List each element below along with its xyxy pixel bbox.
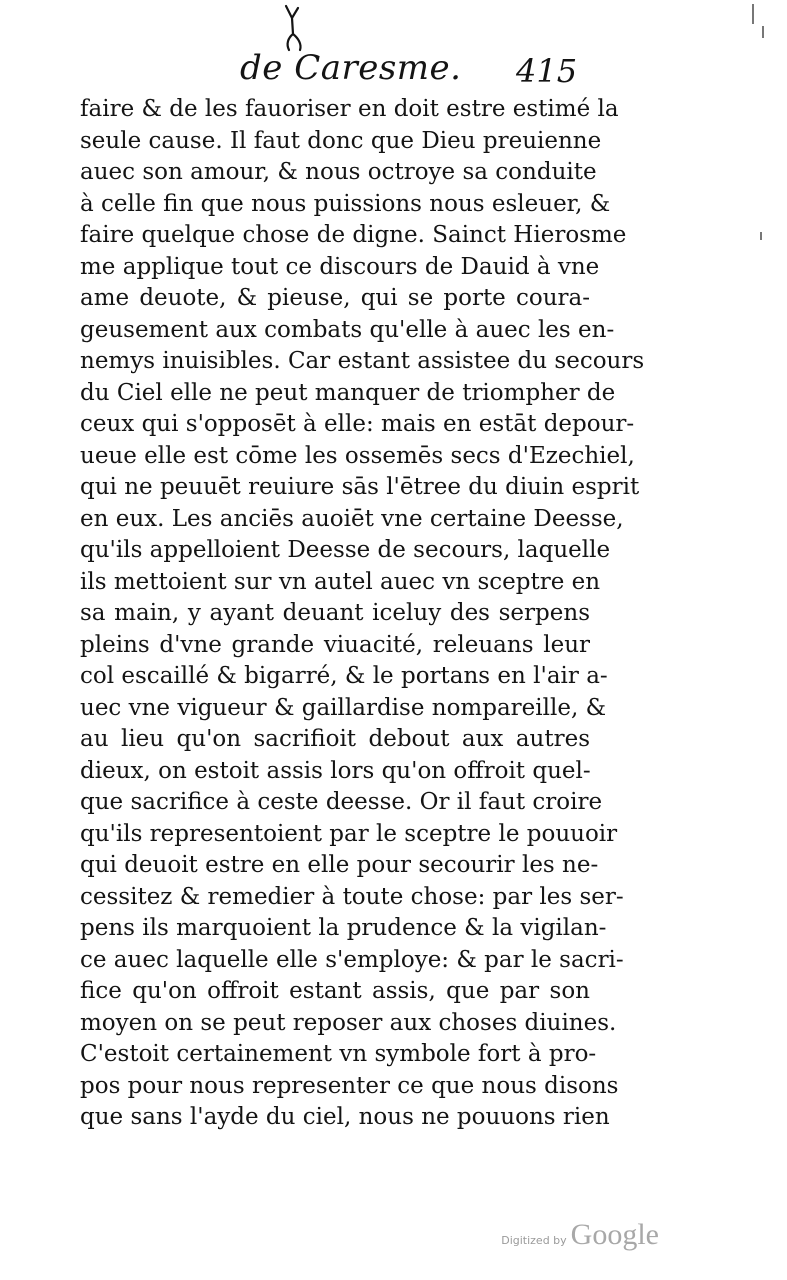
digitized-by-label: Digitized by — [501, 1234, 567, 1247]
text-line: ils mettoient sur vn autel auec vn sceptre en — [80, 568, 601, 595]
text-line: qu'ils representoient par le sceptre le pouuoir — [80, 820, 618, 847]
text-line: qu'ils appelloient Deesse de secours, laquelle — [80, 537, 611, 563]
text-line: pleins d'vne grande viuacité, releuans leur — [80, 631, 590, 658]
text-line: sa main, y ayant deuant iceluy des serpens — [80, 600, 590, 626]
text-line: que sans l'ayde du ciel, nous ne pouuons rien — [80, 1104, 610, 1130]
text-line: seule cause. Il faut donc que Dieu preuienne — [80, 127, 602, 154]
running-head: de Caresme. — [240, 48, 462, 88]
text-line: que sacrifice à ceste deesse. Or il faut croire — [80, 789, 603, 815]
text-line: du Ciel elle ne peut manquer de triompher de — [80, 379, 616, 406]
text-line: ueue elle est cōme les ossemēs secs d'Ezechiel, — [80, 442, 635, 469]
text-line: pos pour nous representer ce que nous disons — [80, 1072, 619, 1099]
text-line: à celle fin que nous puissions nous esleuer, & — [80, 190, 611, 217]
page-number: 415 — [516, 52, 578, 90]
text-line: dieux, on estoit assis lors qu'on offroit quel- — [80, 757, 591, 784]
text-body — [80, 94, 645, 1134]
text-line: en eux. Les anciēs auoiēt vne certaine Deesse, — [80, 505, 624, 532]
text-line: fice qu'on offroit estant assis, que par son — [80, 978, 590, 1004]
text-line: qui ne peuuēt reuiure sās l'ētree du diuin esprit — [80, 474, 640, 500]
text-line: moyen on se peut reposer aux choses diuines. — [80, 1009, 617, 1036]
text-line: auec son amour, & nous octroye sa conduite — [80, 159, 597, 185]
text-line: C'estoit certainement vn symbole fort à pro- — [80, 1041, 597, 1067]
header-ornament-icon — [280, 4, 310, 52]
text-line: col escaillé & bigarré, & le portans en l'air a- — [80, 663, 608, 689]
text-line: qui deuoit estre en elle pour secourir les ne- — [80, 852, 599, 878]
text-line: cessitez & remedier à toute chose: par les ser- — [80, 883, 624, 910]
text-line: faire & de les fauoriser en doit estre estimé la — [80, 96, 619, 122]
text-line: au lieu qu'on sacrifioit debout aux autres — [80, 726, 590, 752]
text-line: pens ils marquoient la prudence & la vigilan- — [80, 915, 607, 941]
margin-mark — [762, 26, 764, 38]
text-line: uec vne vigueur & gaillardise nompareille, & — [80, 694, 607, 721]
margin-mark — [752, 4, 754, 24]
google-logo: Google — [570, 1218, 659, 1251]
margin-mark — [760, 232, 762, 240]
text-line: ce auec laquelle elle s'employe: & par le sacri- — [80, 946, 624, 973]
text-line: geusement aux combats qu'elle à auec les en- — [80, 316, 615, 343]
text-line: faire quelque chose de digne. Sainct Hierosme — [80, 222, 627, 248]
text-line: ceux qui s'opposēt à elle: mais en estāt depour- — [80, 411, 635, 437]
text-line: nemys inuisibles. Car estant assistee du secours — [80, 348, 645, 374]
text-line: me applique tout ce discours de Dauid à vne — [80, 253, 600, 280]
text-line: ame deuote, & pieuse, qui se porte coura- — [80, 285, 590, 311]
digitization-credit — [501, 1218, 659, 1252]
